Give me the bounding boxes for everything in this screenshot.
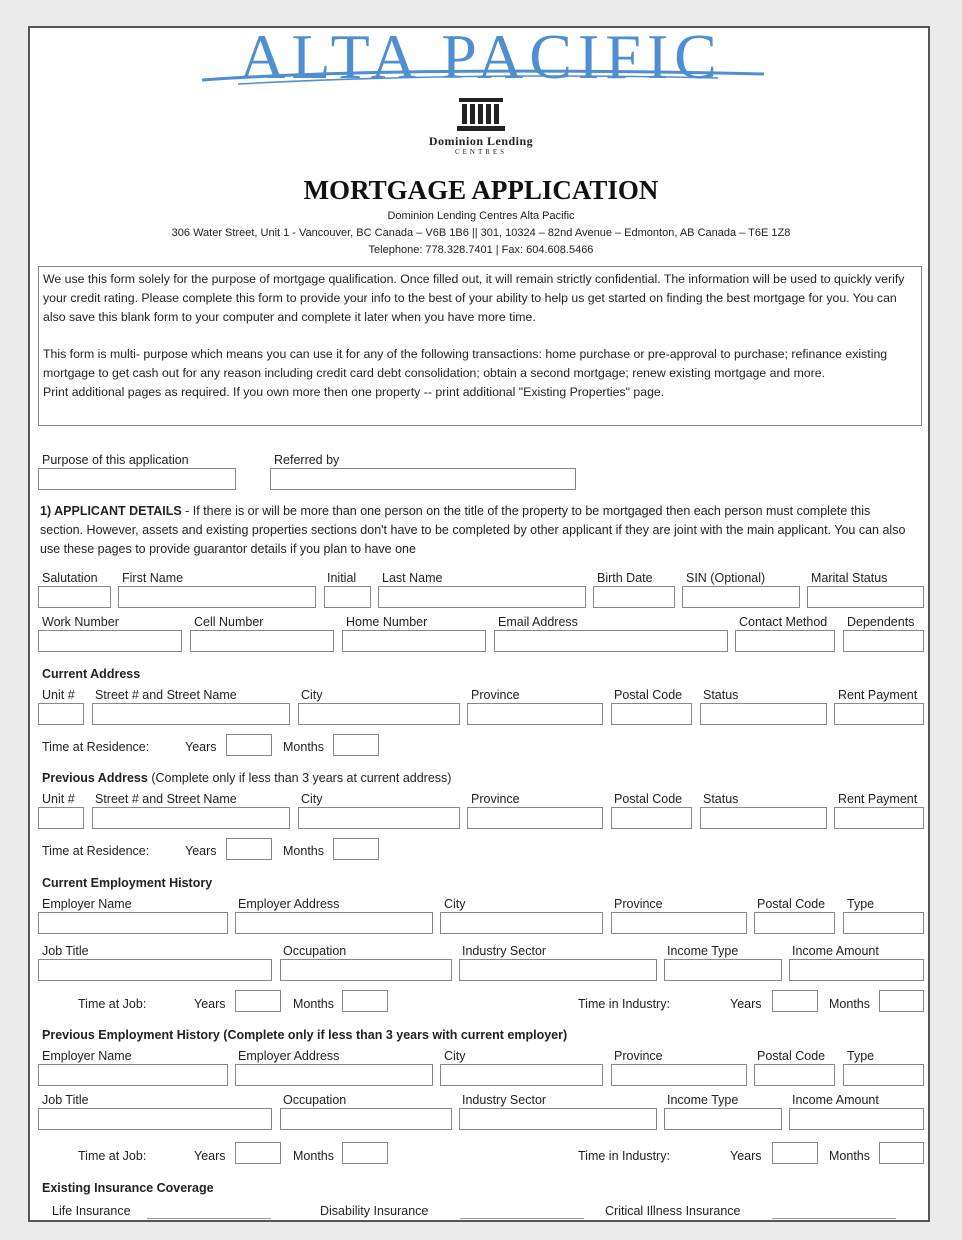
city-input[interactable] (298, 703, 460, 725)
work-number-label: Work Number (42, 615, 119, 629)
job-title-label: Job Title (42, 944, 89, 958)
prev-time-at-residence-label: Time at Residence: (42, 844, 150, 858)
income-amount-label: Income Amount (792, 944, 879, 958)
prev-industry-months-label: Months (829, 1149, 870, 1163)
previous-address-heading: Previous Address (42, 771, 148, 785)
prev-rent-payment-label: Rent Payment (838, 792, 918, 806)
contact-method-label: Contact Method (739, 615, 828, 629)
intro-box (38, 266, 922, 426)
prev-employer-address-label: Employer Address (238, 1049, 340, 1063)
work-number-input[interactable] (38, 630, 182, 652)
residence-months-input[interactable] (333, 734, 379, 756)
prev-employer-address-input[interactable] (235, 1064, 433, 1086)
applicant-details-heading: 1) APPLICANT DETAILS (40, 504, 182, 518)
alta-pacific-logo: ALTA PACIFIC (239, 26, 723, 92)
prev-status-input[interactable] (700, 807, 827, 829)
prev-income-amount-label: Income Amount (792, 1093, 879, 1107)
prev-postal-code-input[interactable] (611, 807, 692, 829)
prev-emp-type-label: Type (847, 1049, 875, 1063)
last-name-label: Last Name (382, 571, 443, 585)
occupation-label: Occupation (283, 944, 347, 958)
current-address-heading: Current Address (42, 667, 141, 681)
prev-emp-province-input[interactable] (611, 1064, 747, 1086)
prev-residence-years-input[interactable] (226, 838, 272, 860)
prev-emp-postal-code-input[interactable] (754, 1064, 835, 1086)
postal-code-input[interactable] (611, 703, 692, 725)
building-columns-icon (457, 98, 505, 132)
purpose-input[interactable] (38, 468, 236, 490)
time-in-industry-label: Time in Industry: (578, 997, 670, 1011)
dependents-input[interactable] (843, 630, 924, 652)
home-number-label: Home Number (346, 615, 428, 629)
prev-occupation-input[interactable] (280, 1108, 452, 1130)
unit-label: Unit # (42, 688, 75, 702)
home-number-input[interactable] (342, 630, 486, 652)
intro-paragraph-1: We use this form solely for the purpose of mortgage qualification. Once filled out, it will remain strictly confidential. The information will be used to quickly verify your credit rating. Please complete this form to provide your info to the best of your ability to help us get started on finding the best mortgage for you. You can also save this blank form to your computer and complete it later when you have more time. (43, 272, 905, 324)
job-years-label: Years (194, 997, 226, 1011)
prev-street-label: Street # and Street Name (95, 792, 237, 806)
prev-employer-name-input[interactable] (38, 1064, 228, 1086)
prev-employer-name-label: Employer Name (42, 1049, 132, 1063)
prev-job-title-input[interactable] (38, 1108, 272, 1130)
intro-paragraph-2: This form is multi- purpose which means you can use it for any of the following transactions: home purchase or pre-approval to purchase; refinance existing mortgage to get cash out for any reason including credit card debt consolidation; obtain a second mortgage; renew existing mortgage and more. (43, 347, 888, 380)
cell-number-input[interactable] (190, 630, 334, 652)
prev-time-in-industry-label: Time in Industry: (578, 1149, 670, 1163)
critical-illness-line[interactable] (772, 1218, 896, 1219)
residence-years-input[interactable] (226, 734, 272, 756)
time-at-residence-label: Time at Residence: (42, 740, 150, 754)
page-title: MORTGAGE APPLICATION (303, 175, 659, 205)
prev-job-title-label: Job Title (42, 1093, 89, 1107)
prev-emp-city-label: City (444, 1049, 466, 1063)
income-type-input[interactable] (664, 959, 782, 981)
prev-city-input[interactable] (298, 807, 460, 829)
prev-emp-postal-code-label: Postal Code (757, 1049, 826, 1063)
applicant-details-text: - If there is or will be more than one person on the title of the property to be mortgaged then each person must complete this section. However, assets and existing properties sections don't have to be completed by other applicant if they are joint with the main applicant. You can also use these pages to provide guarantor details if you plan to have one (40, 504, 906, 556)
industry-sector-input[interactable] (459, 959, 657, 981)
prev-unit-label: Unit # (42, 792, 75, 806)
first-name-input[interactable] (118, 586, 316, 608)
emp-province-label: Province (614, 897, 663, 911)
income-type-label: Income Type (667, 944, 739, 958)
prev-province-input[interactable] (467, 807, 603, 829)
prev-emp-province-label: Province (614, 1049, 663, 1063)
employer-address-label: Employer Address (238, 897, 340, 911)
initial-label: Initial (327, 571, 357, 585)
prev-job-years-label: Years (194, 1149, 226, 1163)
prev-years-label: Years (185, 844, 217, 858)
emp-postal-code-label: Postal Code (757, 897, 826, 911)
referred-by-label: Referred by (274, 453, 340, 467)
occupation-input[interactable] (280, 959, 452, 981)
emp-type-input[interactable] (843, 912, 924, 934)
life-insurance-line[interactable] (147, 1218, 271, 1219)
insurance-heading: Existing Insurance Coverage (42, 1181, 214, 1195)
prev-postal-code-label: Postal Code (614, 792, 683, 806)
prev-job-months-input[interactable] (342, 1142, 388, 1164)
emp-postal-code-input[interactable] (754, 912, 835, 934)
rent-payment-input[interactable] (834, 703, 924, 725)
postal-code-label: Postal Code (614, 688, 683, 702)
last-name-input[interactable] (378, 586, 586, 608)
prev-job-years-input[interactable] (235, 1142, 281, 1164)
prev-emp-type-input[interactable] (843, 1064, 924, 1086)
employer-name-label: Employer Name (42, 897, 132, 911)
province-label: Province (471, 688, 520, 702)
dominion-lending-logo-line1: Dominion Lending (428, 134, 534, 148)
years-label: Years (185, 740, 217, 754)
birth-date-input[interactable] (593, 586, 675, 608)
previous-address-heading-line (42, 771, 451, 785)
email-address-input[interactable] (494, 630, 728, 652)
industry-sector-label: Industry Sector (462, 944, 547, 958)
industry-years-input[interactable] (772, 990, 818, 1012)
company-phone: Telephone: 778.328.7401 | Fax: 604.608.5466 (368, 244, 594, 256)
prev-residence-months-input[interactable] (333, 838, 379, 860)
prev-industry-months-input[interactable] (879, 1142, 924, 1164)
prev-unit-input[interactable] (38, 807, 84, 829)
critical-illness-label: Critical Illness Insurance (605, 1204, 741, 1218)
emp-province-input[interactable] (611, 912, 747, 934)
prev-status-label: Status (703, 792, 739, 806)
prev-industry-sector-input[interactable] (459, 1108, 657, 1130)
emp-city-label: City (444, 897, 466, 911)
salutation-label: Salutation (42, 571, 98, 585)
salutation-input[interactable] (38, 586, 111, 608)
applicant-details-note (40, 502, 910, 559)
marital-status-input[interactable] (807, 586, 924, 608)
unit-input[interactable] (38, 703, 84, 725)
employer-address-input[interactable] (235, 912, 433, 934)
prev-emp-city-input[interactable] (440, 1064, 603, 1086)
dependents-label: Dependents (847, 615, 915, 629)
company-address: 306 Water Street, Unit 1 - Vancouver, BC Canada – V6B 1B6 || 301, 10324 – 82nd Avenue – Edmonton, AB Canada – T6E 1Z8 (171, 227, 791, 239)
status-input[interactable] (700, 703, 827, 725)
prev-time-at-job-label: Time at Job: (78, 1149, 147, 1163)
province-input[interactable] (467, 703, 603, 725)
prev-city-label: City (301, 792, 323, 806)
disability-insurance-label: Disability Insurance (320, 1204, 429, 1218)
prev-street-input[interactable] (92, 807, 290, 829)
prev-income-type-label: Income Type (667, 1093, 739, 1107)
street-input[interactable] (92, 703, 290, 725)
first-name-label: First Name (122, 571, 184, 585)
city-label: City (301, 688, 323, 702)
life-insurance-label: Life Insurance (52, 1204, 131, 1218)
rent-payment-label: Rent Payment (838, 688, 918, 702)
sin-input[interactable] (682, 586, 800, 608)
dominion-lending-logo-line2: CENTRES (454, 148, 508, 156)
disability-insurance-line[interactable] (460, 1218, 584, 1219)
logo-swoosh-icon (198, 54, 768, 88)
prev-province-label: Province (471, 792, 520, 806)
intro-paragraph-3: Print additional pages as required. If you own more then one property -- print additional "Existing Properties" page. (43, 385, 665, 399)
previous-address-note: (Complete only if less than 3 years at current address) (147, 771, 452, 785)
prev-industry-years-input[interactable] (772, 1142, 818, 1164)
industry-months-label: Months (829, 997, 870, 1011)
job-months-label: Months (293, 997, 334, 1011)
sin-label: SIN (Optional) (686, 571, 766, 585)
time-at-job-label: Time at Job: (78, 997, 147, 1011)
referred-by-input[interactable] (270, 468, 576, 490)
mortgage-application-page (28, 26, 930, 1222)
prev-rent-payment-input[interactable] (834, 807, 924, 829)
prev-industry-years-label: Years (730, 1149, 762, 1163)
emp-type-label: Type (847, 897, 875, 911)
current-employment-heading: Current Employment History (42, 876, 213, 890)
contact-method-input[interactable] (735, 630, 835, 652)
prev-job-months-label: Months (293, 1149, 334, 1163)
emp-city-input[interactable] (440, 912, 603, 934)
cell-number-label: Cell Number (194, 615, 264, 629)
prev-industry-sector-label: Industry Sector (462, 1093, 547, 1107)
income-amount-input[interactable] (789, 959, 924, 981)
prev-income-amount-input[interactable] (789, 1108, 924, 1130)
months-label: Months (283, 740, 324, 754)
marital-status-label: Marital Status (811, 571, 888, 585)
street-label: Street # and Street Name (95, 688, 237, 702)
birth-date-label: Birth Date (597, 571, 653, 585)
previous-employment-heading: Previous Employment History (Complete only if less than 3 years with current employer) (42, 1028, 568, 1042)
employer-name-input[interactable] (38, 912, 228, 934)
purpose-label: Purpose of this application (42, 453, 189, 467)
job-years-input[interactable] (235, 990, 281, 1012)
prev-occupation-label: Occupation (283, 1093, 347, 1107)
job-title-input[interactable] (38, 959, 272, 981)
initial-input[interactable] (324, 586, 371, 608)
email-address-label: Email Address (498, 615, 578, 629)
prev-months-label: Months (283, 844, 324, 858)
company-name: Dominion Lending Centres Alta Pacific (387, 210, 575, 222)
job-months-input[interactable] (342, 990, 388, 1012)
industry-years-label: Years (730, 997, 762, 1011)
industry-months-input[interactable] (879, 990, 924, 1012)
prev-income-type-input[interactable] (664, 1108, 782, 1130)
status-label: Status (703, 688, 739, 702)
